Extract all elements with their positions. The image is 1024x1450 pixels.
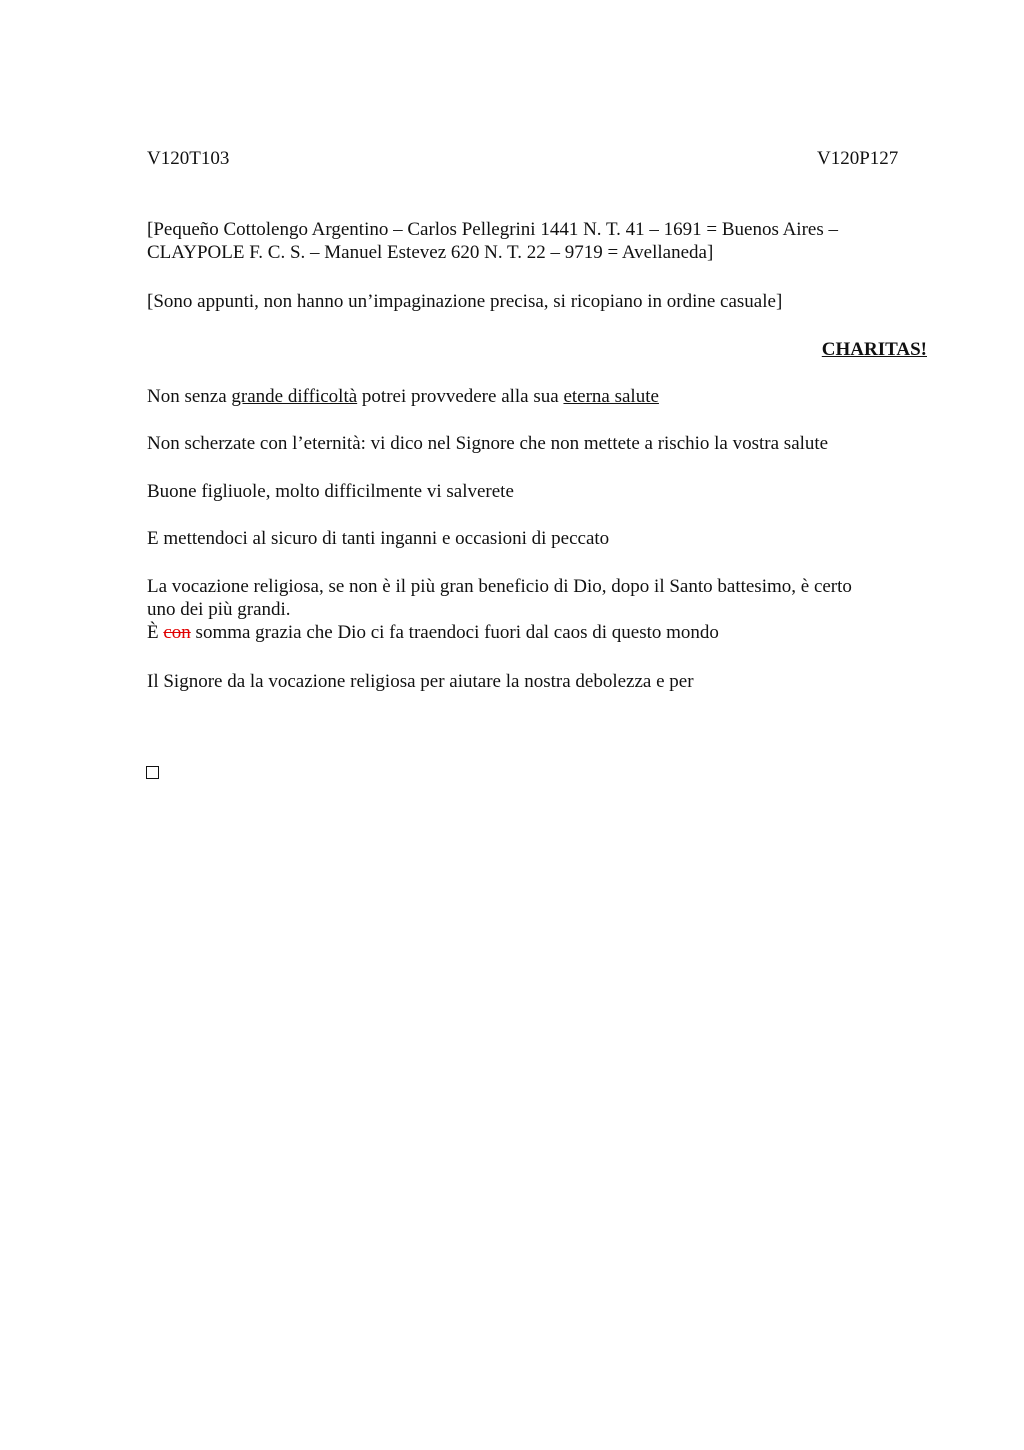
paragraph-5-line-3-start: È [147, 622, 164, 643]
charitas-heading: CHARITAS! [821, 339, 927, 360]
address-line-1: [Pequeño Cottolengo Argentino – Carlos Pellegrini 1441 N. T. 41 – 1691 = Buenos Aires – [147, 219, 838, 240]
document-code-right: V120P127 [817, 148, 899, 169]
struck-word: con [163, 622, 191, 643]
paragraph-5-line-2: uno dei più grandi. [147, 599, 291, 620]
underlined-phrase-salute: eterna salute [563, 386, 659, 407]
address-line-2: CLAYPOLE F. C. S. – Manuel Estevez 620 N. T. 22 – 9719 = Avellaneda] [147, 242, 714, 263]
document-code-left: V120T103 [147, 148, 230, 169]
paragraph-1 [147, 385, 927, 408]
paragraph-1-text-a: Non senza [147, 386, 232, 407]
paragraph-5 [147, 575, 927, 644]
address-paragraph [147, 218, 927, 264]
paragraph-2: Non scherzate con l’eternità: vi dico nel Signore che non mettete a rischio la vostra salute [147, 433, 829, 454]
checkbox-square-icon [146, 766, 159, 779]
paragraph-3: Buone figliuole, molto difficilmente vi salverete [147, 481, 514, 502]
paragraph-4: E mettendoci al sicuro di tanti inganni e occasioni di peccato [147, 528, 610, 549]
paragraph-1-text-c: potrei provvedere alla sua [357, 386, 564, 407]
paragraph-5-line-1: La vocazione religiosa, se non è il più gran beneficio di Dio, dopo il Santo battesimo, è certo [147, 576, 852, 597]
paragraph-5-line-3-end: somma grazia che Dio ci fa traendoci fuori dal caos di questo mondo [190, 622, 719, 643]
underlined-phrase-difficolta: grande difficoltà [231, 386, 358, 407]
paragraph-6: Il Signore da la vocazione religiosa per aiutare la nostra debolezza e per [147, 671, 694, 692]
editorial-note: [Sono appunti, non hanno un’impaginazione precisa, si ricopiano in ordine casuale] [147, 291, 783, 312]
